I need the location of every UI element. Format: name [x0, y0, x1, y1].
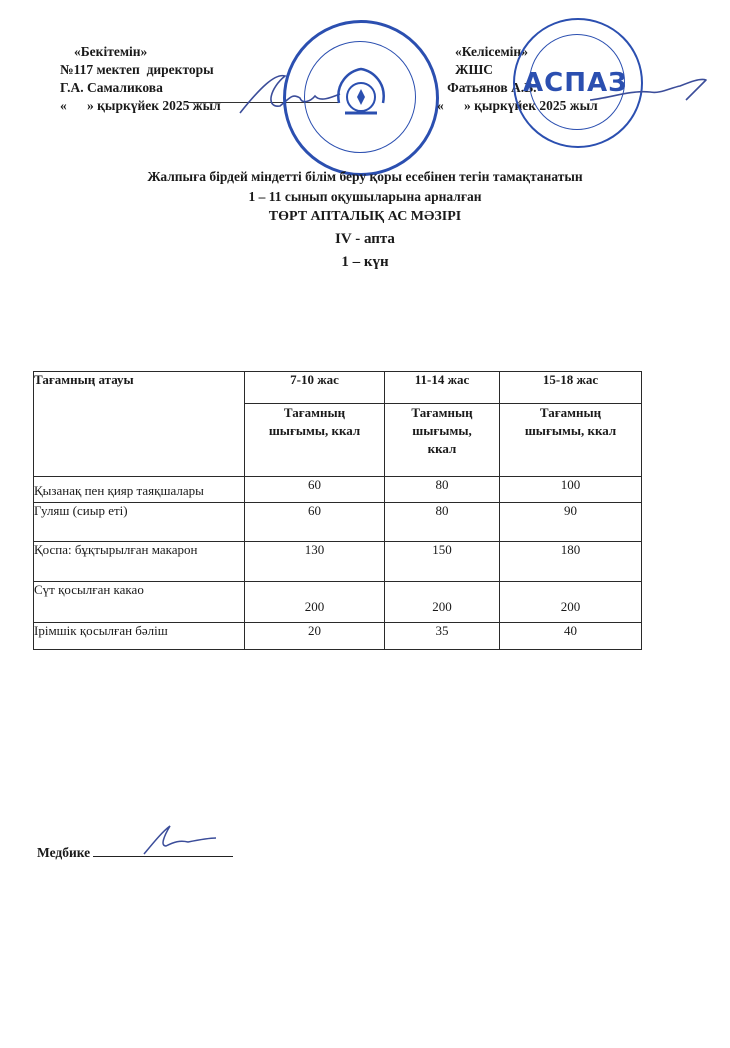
- dish-name: Қызанақ пен қияр таяқшалары: [34, 477, 245, 503]
- header-line-2: 1 – 11 сынып оқушыларына арналған: [248, 189, 482, 204]
- yield-header-text: Тағамның шығымы, ккал: [524, 405, 617, 438]
- kcal-15-18: 200: [500, 582, 642, 623]
- kcal-11-14: 35: [385, 623, 500, 650]
- table-row: [34, 503, 642, 542]
- agreement-name: Фатьянов А.В.: [437, 80, 537, 95]
- kcal-7-10: 60: [245, 477, 385, 503]
- dish-name-header: Тағамның атауы: [34, 372, 245, 477]
- dish-name: Қоспа: бұқтырылған макарон: [34, 542, 245, 582]
- table-row: [34, 542, 642, 582]
- approval-date: « » қыркүйек 2025 жыл: [60, 98, 221, 113]
- day-label: 1 – күн: [341, 254, 389, 270]
- age-group-header: 7-10 жас: [245, 372, 385, 404]
- dish-name: Гуляш (сиыр еті): [34, 503, 245, 542]
- yield-header: [245, 404, 385, 477]
- table-row: [34, 623, 642, 650]
- yield-header-text: Тағамның шығымы, ккал: [268, 405, 361, 438]
- kcal-15-18: 90: [500, 503, 642, 542]
- approval-name: Г.А. Самаликова: [60, 80, 163, 95]
- week-label: IV - апта: [335, 231, 395, 247]
- kcal-11-14: 80: [385, 503, 500, 542]
- approval-block: [60, 43, 221, 115]
- kcal-11-14: 200: [385, 582, 500, 623]
- kcal-7-10: 130: [245, 542, 385, 582]
- document-header: [0, 167, 730, 273]
- table-row: [34, 477, 642, 503]
- age-group-header: 11-14 жас: [385, 372, 500, 404]
- agreement-date: « » қыркүйек 2025 жыл: [437, 98, 598, 113]
- agreement-signature-icon: [590, 70, 710, 110]
- kcal-7-10: 200: [245, 582, 385, 623]
- yield-header-text: Тағамның шығымы, ккал: [411, 405, 473, 456]
- nurse-label: Медбике: [37, 845, 91, 860]
- kcal-11-14: 80: [385, 477, 500, 503]
- dish-name: Ірімшік қосылған бәліш: [34, 623, 245, 650]
- kcal-7-10: 20: [245, 623, 385, 650]
- approval-position: №117 мектеп директоры: [60, 62, 214, 77]
- dish-name: Сүт қосылған какао: [34, 582, 245, 623]
- table-row: [34, 582, 642, 623]
- yield-header: [385, 404, 500, 477]
- kcal-11-14: 150: [385, 542, 500, 582]
- approval-title: «Бекітемін»: [74, 44, 148, 59]
- kcal-15-18: 180: [500, 542, 642, 582]
- agreement-title: «Келісемін»: [455, 44, 528, 59]
- header-line-1: Жалпыға бірдей міндетті білім беру қоры есебінен тегін тамақтанатын: [147, 169, 583, 184]
- menu-title: ТӨРТ АПТАЛЫҚ АС МӘЗІРІ: [268, 209, 462, 224]
- agreement-org: ЖШС: [445, 62, 494, 77]
- kcal-15-18: 100: [500, 477, 642, 503]
- menu-table: [33, 371, 642, 650]
- nurse-signature-icon: [140, 822, 220, 856]
- kcal-15-18: 40: [500, 623, 642, 650]
- kcal-7-10: 60: [245, 503, 385, 542]
- age-group-header: 15-18 жас: [500, 372, 642, 404]
- company-stamp-name: АСПАЗ: [523, 68, 628, 98]
- school-stamp-icon: [283, 20, 439, 176]
- yield-header: [500, 404, 642, 477]
